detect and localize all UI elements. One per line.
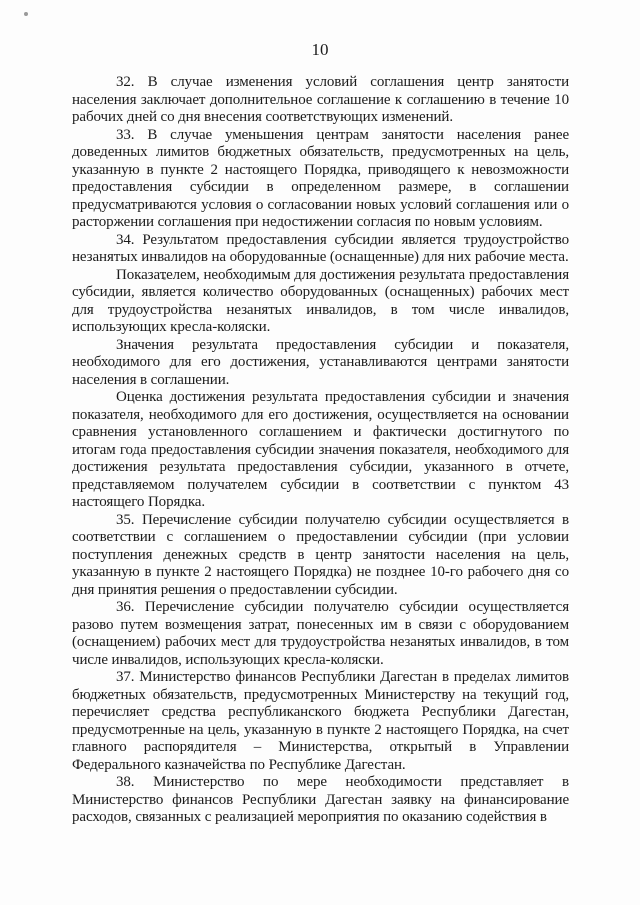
paragraph-36: 36. Перечисление субсидии получателю субсидии осуществляется разово путем возмещения затрат, понесенных им в связи с оборудованием (оснащением) рабочих мест для трудоустройства незанятых инвалидов, в том числе инвалидов, использующих кресла-коляски. bbox=[72, 599, 569, 668]
scan-speck bbox=[24, 12, 28, 16]
paragraph-38: 38. Министерство по мере необходимости представляет в Министерство финансов Республики Дагестан заявку на финансирование расходов, связанных с реализацией мероприятия по оказанию содействия в bbox=[72, 774, 569, 825]
paragraph-evaluation: Оценка достижения результата предоставления субсидии и значения показателя, необходимого для его достижения, осуществляется на основании сравнения установленного соглашением и фактически достигнутого по итогам года предоставления субсидии значения показателя, необходимого для достижения результата предоставления субсидии, указанного в отчете, представляемом получателем субсидии в соответствии с пунктом 43 настоящего Порядка. bbox=[72, 389, 569, 510]
paragraph-32: 32. В случае изменения условий соглашения центр занятости населения заключает дополнительное соглашение к соглашению в течение 10 рабочих дней со дня внесения соответствующих изменений. bbox=[72, 74, 569, 125]
paragraph-35: 35. Перечисление субсидии получателю субсидии осуществляется в соответствии с соглашением о предоставлении субсидии (при условии поступления денежных средств в центр занятости населения на цель, указанную в пункте 2 настоящего Порядка) не позднее 10-го рабочего дня со дня принятия решения о предоставлении субсидии. bbox=[72, 511, 569, 598]
paragraph-34: 34. Результатом предоставления субсидии является трудоустройство незанятых инвалидов на оборудованные (оснащенные) для них рабочие места. bbox=[72, 231, 569, 265]
document-body bbox=[72, 74, 569, 827]
page-number: 10 bbox=[311, 40, 329, 59]
paragraph-37: 37. Министерство финансов Республики Дагестан в пределах лимитов бюджетных обязательств, предусмотренных Министерству на текущий год, перечисляет средства республиканского бюджета Республики Дагестан, предусмотренные на цель, указанную в пункте 2 настоящего Порядка, на счет главного распорядителя – Министерства, открытый в Управлении Федерального казначейства по Республике Дагестан. bbox=[72, 669, 569, 773]
paragraph-values: Значения результата предоставления субсидии и показателя, необходимого для его достижения, устанавливаются центрами занятости населения в соглашении. bbox=[72, 336, 569, 388]
paragraph-33: 33. В случае уменьшения центрам занятости населения ранее доведенных лимитов бюджетных обязательств, предусмотренных на цель, указанную в пункте 2 настоящего Порядка, приводящего к невозможности предоставления субсидии в определенном размере, в соглашении предусматриваются условия о согласовании новых условий соглашения или о расторжении соглашения при недостижении согласия по новым условиям. bbox=[72, 126, 569, 230]
paragraph-indicator: Показателем, необходимым для достижения результата предоставления субсидии, является количество оборудованных (оснащенных) рабочих мест для трудоустройства незанятых инвалидов, в том числе инвалидов, использующих кресла-коляски. bbox=[72, 266, 569, 335]
